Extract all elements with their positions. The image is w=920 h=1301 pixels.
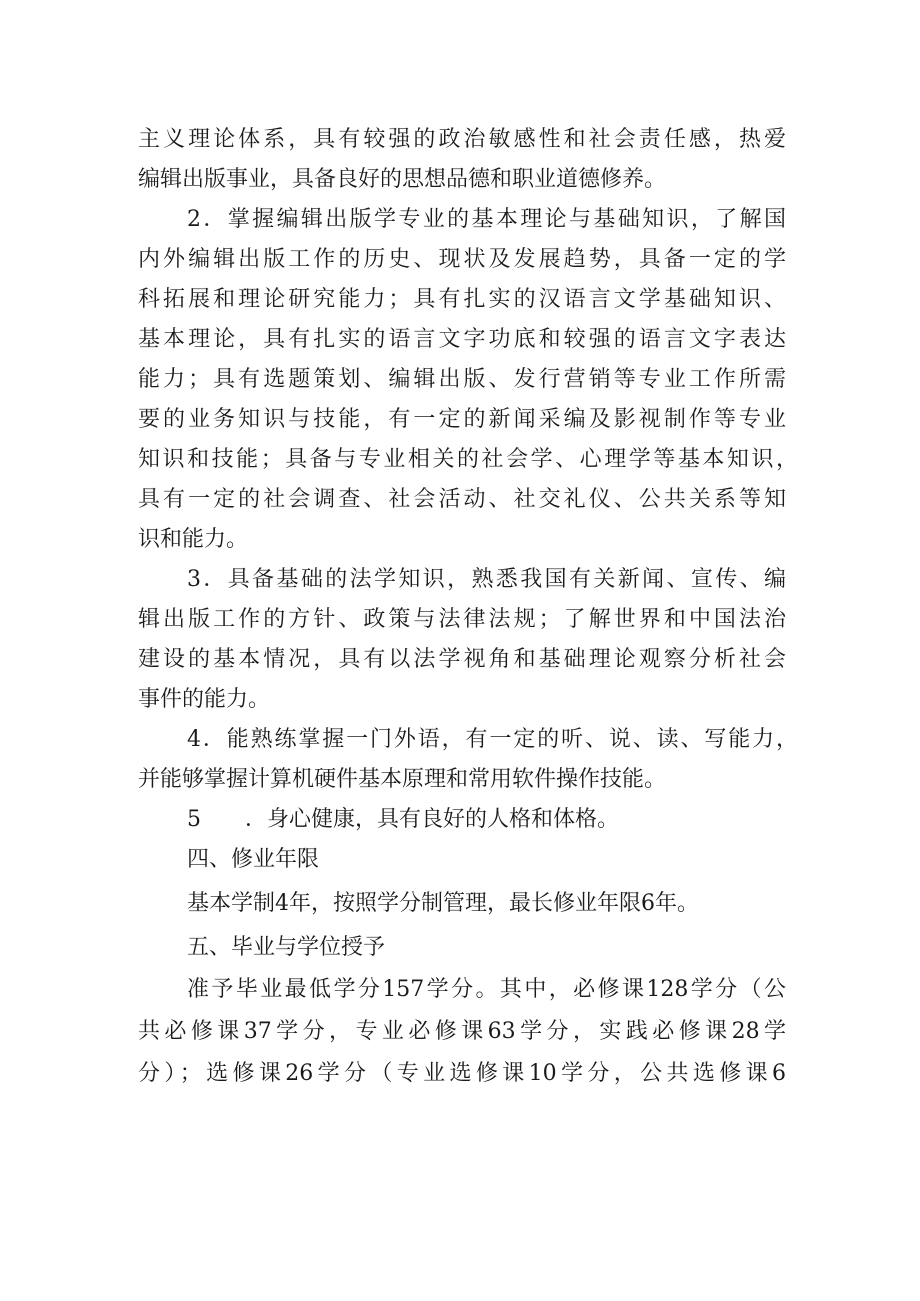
paragraph-line: 基本理论，具有扎实的语言文字功底和较强的语言文字表达 <box>138 327 786 352</box>
paragraph-line: 并能够掌握计算机硬件基本原理和常用软件操作技能。 <box>138 767 667 792</box>
paragraph-line: 准予毕业最低学分157学分。其中，必修课128学分（公 <box>187 977 786 1002</box>
paragraph-line: 共必修课37学分，专业必修课63学分，实践必修课28学 <box>138 1019 786 1044</box>
paragraph-line: 科拓展和理论研究能力；具有扎实的汉语言文学基础知识、 <box>138 287 786 312</box>
paragraph-line: 识和能力。 <box>138 527 249 552</box>
section-heading: 五、毕业与学位授予 <box>187 935 386 960</box>
paragraph-line: 要的业务知识与技能，有一定的新闻采编及影视制作等专业 <box>138 407 786 432</box>
paragraph-line: 2．掌握编辑出版学专业的基本理论与基础知识，了解国 <box>187 207 786 232</box>
paragraph-line: 内外编辑出版工作的历史、现状及发展趋势，具备一定的学 <box>138 247 786 272</box>
paragraph-line: 辑出版工作的方针、政策与法律法规；了解世界和中国法治 <box>138 607 786 632</box>
paragraph-line: 知识和技能；具备与专业相关的社会学、心理学等基本知识， <box>138 447 798 472</box>
paragraph-line: 主义理论体系，具有较强的政治敏感性和社会责任感，热爱 <box>138 127 786 152</box>
paragraph-line: 5 ．身心健康，具有良好的人格和体格。 <box>187 807 619 832</box>
section-heading: 四、修业年限 <box>187 847 320 872</box>
paragraph-line: 具有一定的社会调查、社会活动、社交礼仪、公共关系等知 <box>138 487 786 512</box>
paragraph-line: 编辑出版事业，具备良好的思想品德和职业道德修养。 <box>138 167 667 192</box>
paragraph-line: 能力；具有选题策划、编辑出版、发行营销等专业工作所需 <box>138 367 786 392</box>
paragraph-line: 4．能熟练掌握一门外语，有一定的听、说、读、写能力， <box>187 727 798 752</box>
paragraph-line: 事件的能力。 <box>138 687 271 712</box>
paragraph-line: 3．具备基础的法学知识，熟悉我国有关新闻、宣传、编 <box>187 567 786 592</box>
paragraph-line: 建设的基本情况，具有以法学视角和基础理论观察分析社会 <box>138 647 786 672</box>
paragraph-line: 分）；选修课26学分（专业选修课10学分，公共选修课6 <box>138 1061 786 1086</box>
paragraph-line: 基本学制4年，按照学分制管理，最长修业年限6年。 <box>187 891 699 916</box>
